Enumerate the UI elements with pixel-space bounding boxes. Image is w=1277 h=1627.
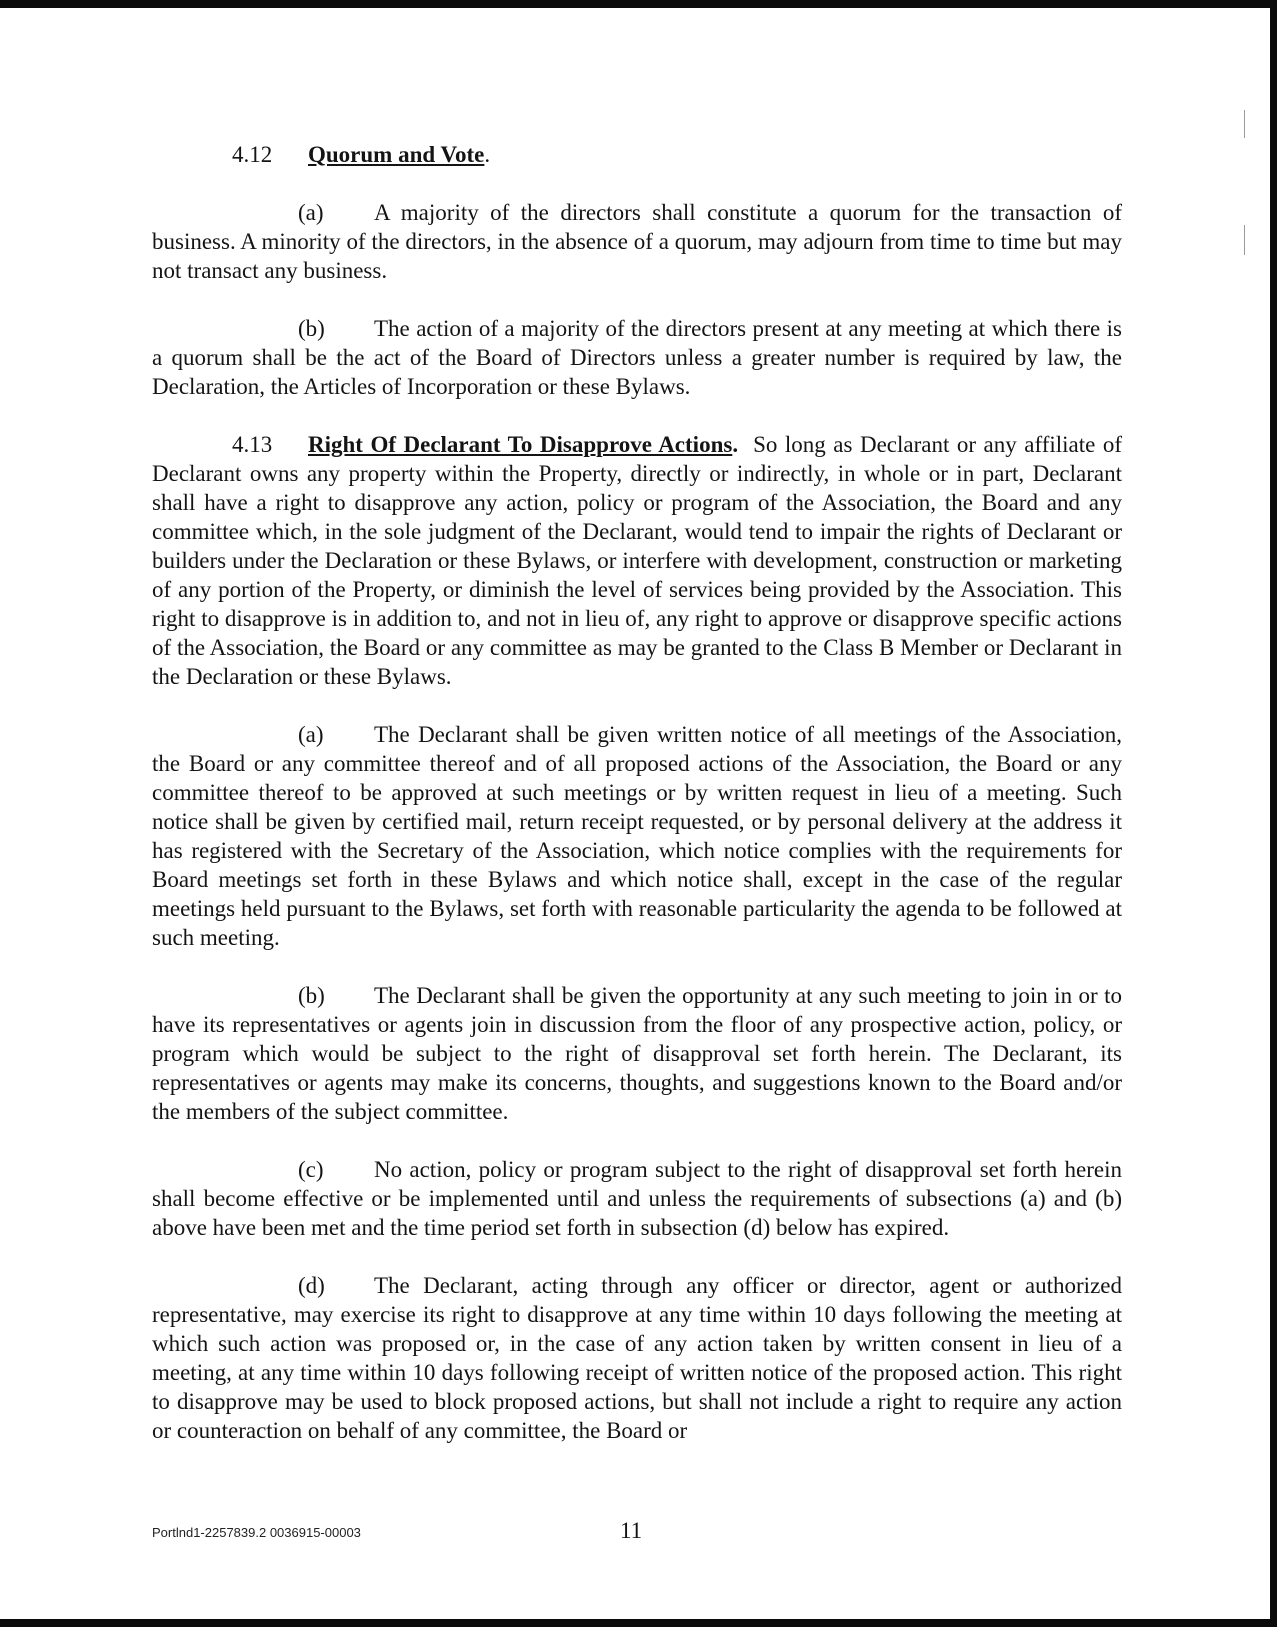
paragraph-text: The Declarant shall be given the opportunity at any such meeting to join in or to have its representatives or agents join in discussion from the floor of any prospective action, policy, or program which would be subject to the right of disapproval set forth herein. The Declarant, its representatives or agents may make its concerns, thoughts, and suggestions known to the Board and/or the members of the subject committee. xyxy=(152,983,1122,1124)
paragraph-label: (b) xyxy=(298,316,325,341)
paragraph-4-13-a xyxy=(152,720,1122,952)
section-title-suffix: . xyxy=(484,142,491,167)
paragraph-text: The Declarant shall be given written notice of all meetings of the Association, the Board or any committee thereof and of all proposed actions of the Association, the Board or any committee thereof to be approved at such meetings or by written request in lieu of a meeting. Such notice shall be given by certified mail, return receipt requested, or by personal delivery at the address it has registered with the Secretary of the Association, which notice complies with the requirements for Board meetings set forth in these Bylaws and which notice shall, except in the case of the regular meetings held pursuant to the Bylaws, set forth with reasonable particularity the agenda to be followed at such meeting. xyxy=(152,722,1122,950)
section-title: Quorum and Vote xyxy=(308,142,485,167)
paragraph-label: (a) xyxy=(298,722,324,747)
section-4-13-intro xyxy=(152,430,1122,691)
section-intro-text: So long as Declarant or any affiliate of Declarant owns any property within the Property, directly or indirectly, in whole or in part, Declarant shall have a right to disapprove any action, policy or program of the Association, the Board and any committee which, in the sole judgment of the Declarant, would tend to impair the rights of Declarant or builders under the Declaration or these Bylaws, or interfere with development, construction or marketing of any portion of the Property, or diminish the level of services being provided by the Association. This right to disapprove is in addition to, and not in lieu of, any right to approve or disapprove specific actions of the Association, the Board or any committee as may be granted to the Class B Member or Declarant in the Declaration or these Bylaws. xyxy=(152,432,1122,689)
scan-margin-mark xyxy=(1244,110,1245,138)
section-title: Right Of Declarant To Disapprove Actions xyxy=(308,432,733,457)
document-page xyxy=(152,140,1122,1445)
paragraph-text: The Declarant, acting through any officer or director, agent or authorized representative, may exercise its right to disapprove at any time within 10 days following the meeting at which such action was proposed or, in the case of any action taken by written consent in lieu of a meeting, at any time within 10 days following receipt of written notice of the proposed action. This right to disapprove may be used to block proposed actions, but shall not include a right to require any action or counteraction on behalf of any committee, the Board or xyxy=(152,1273,1122,1443)
page-number: 11 xyxy=(620,1518,643,1543)
scan-border-right xyxy=(1270,0,1277,1627)
paragraph-label: (c) xyxy=(298,1157,324,1182)
paragraph-label: (d) xyxy=(298,1273,325,1298)
scan-border-bottom xyxy=(0,1619,1277,1627)
paragraph-text: The action of a majority of the directors present at any meeting at which there is a quorum shall be the act of the Board of Directors unless a greater number is required by law, the Declaration, the Articles of Incorporation or these Bylaws. xyxy=(152,316,1122,399)
scan-border-top xyxy=(0,0,1277,8)
section-number: 4.12 xyxy=(232,142,273,167)
paragraph-4-12-b xyxy=(152,314,1122,401)
paragraph-4-13-b xyxy=(152,981,1122,1126)
paragraph-4-12-a xyxy=(152,198,1122,285)
scan-margin-mark xyxy=(1244,225,1245,255)
paragraph-label: (a) xyxy=(298,200,324,225)
section-title-suffix: . xyxy=(732,432,739,457)
footer-document-id: Portlnd1-2257839.2 0036915-00003 xyxy=(152,1525,361,1540)
paragraph-text: A majority of the directors shall constitute a quorum for the transaction of business. A minority of the directors, in the absence of a quorum, may adjourn from time to time but may not transact any business. xyxy=(152,200,1122,283)
section-heading-4-12 xyxy=(152,140,1122,169)
section-number: 4.13 xyxy=(232,432,273,457)
paragraph-text: No action, policy or program subject to the right of disapproval set forth herein shall become effective or be implemented until and unless the requirements of subsections (a) and (b) above have been met and the time period set forth in subsection (d) below has expired. xyxy=(152,1157,1122,1240)
paragraph-4-13-c xyxy=(152,1155,1122,1242)
paragraph-4-13-d xyxy=(152,1271,1122,1445)
paragraph-label: (b) xyxy=(298,983,325,1008)
